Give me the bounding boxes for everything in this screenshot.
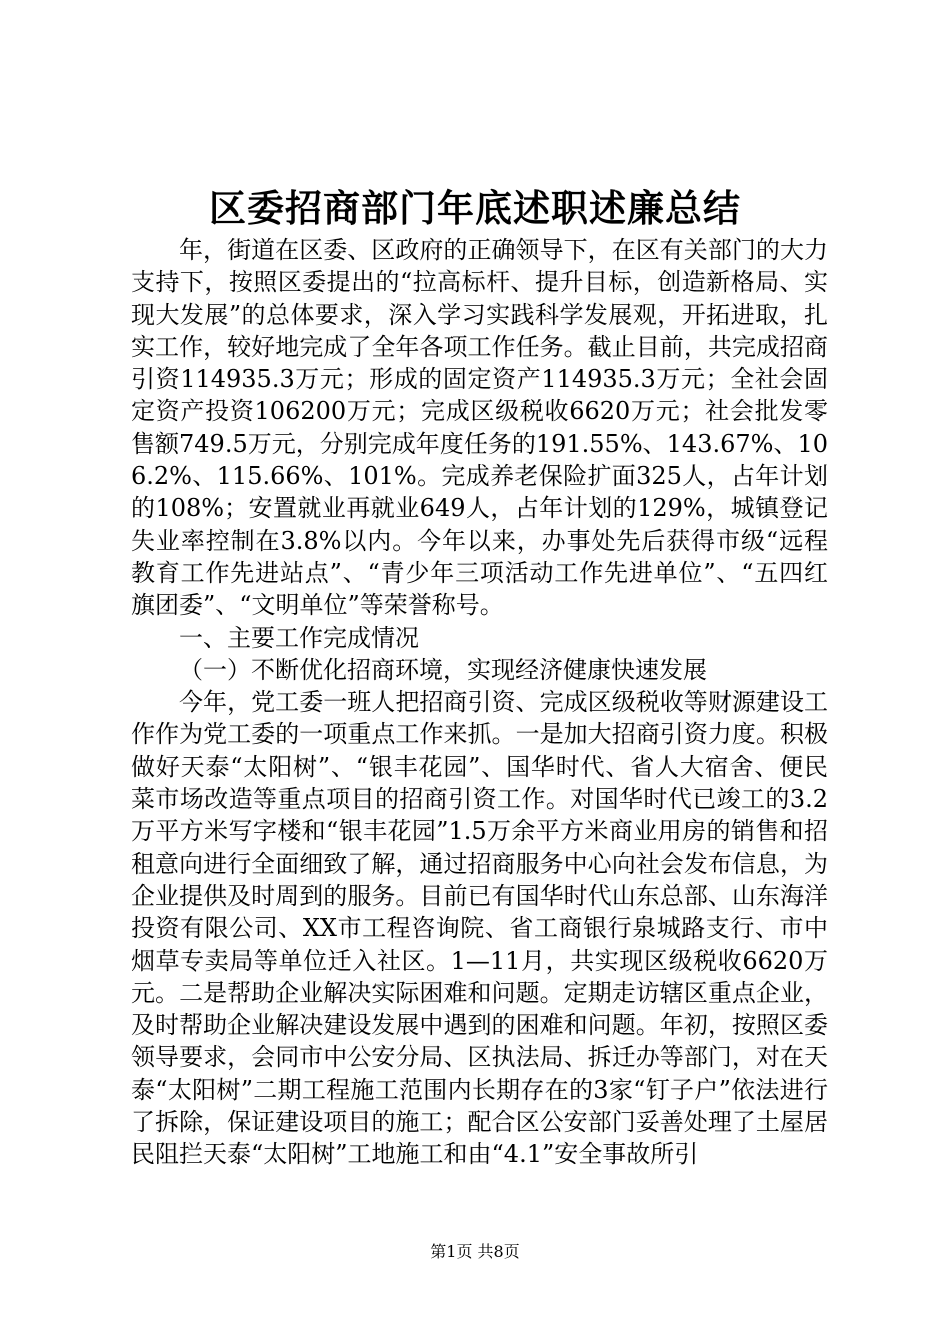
intro-paragraph: 年，街道在区委、区政府的正确领导下，在区有关部门的大力支持下，按照区委提出的“拉高标杆、提升目标，创造新格局、实现大发展”的总体要求，深入学习实践科学发展观，开拓进取，扎实工作，较好地完成了全年各项工作任务。截止目前，共完成招商引资114935.3万元；形成的固定资产114935.3万元；全社会固定资产投资106200万元；完成区级税收6620万元；社会批发零售额749.5万元，分别完成年度任务的191.55%、143.67%、106.2%、115.66%、101%。完成养老保险扩面325人，占年计划的108%；安置就业再就业649人，占年计划的129%，城镇登记失业率控制在3.8%以内。今年以来，办事处先后获得市级“远程教育工作先进站点”、“青少年三项活动工作先进单位”、“五四红旗团委”、“文明单位”等荣誉称号。 — [131, 236, 828, 620]
document-body — [131, 234, 828, 1171]
body-paragraph: 今年，党工委一班人把招商引资、完成区级税收等财源建设工作作为党工委的一项重点工作来抓。一是加大招商引资力度。积极做好天泰“太阳树”、“银丰花园”、国华时代、省人大宿舍、便民菜市场改造等重点项目的招商引资工作。对国华时代已竣工的3.2万平方米写字楼和“银丰花园”1.5万余平方米商业用房的销售和招租意向进行全面细致了解，通过招商服务中心向社会发布信息，为企业提供及时周到的服务。目前已有国华时代山东总部、山东海洋投资有限公司、XX市工程咨询院、省工商银行泉城路支行、市中烟草专卖局等单位迁入社区。1—11月，共实现区级税收6620万元。二是帮助企业解决实际困难和问题。定期走访辖区重点企业，及时帮助企业解决建设发展中遇到的困难和问题。年初，按照区委领导要求，会同市中公安分局、区执法局、拆迁办等部门，对在天泰“太阳树”二期工程施工范围内长期存在的3家“钉子户”依法进行了拆除，保证建设项目的施工；配合区公安部门妥善处理了土屋居民阻拦天泰“太阳树”工地施工和由“4.1”安全事故所引 — [131, 688, 828, 1169]
page-title: 区委招商部门年底述职述廉总结 — [209, 186, 741, 230]
section-heading: 一、主要工作完成情况 — [179, 623, 419, 652]
page-number: 第1页 共8页 — [430, 1242, 520, 1261]
subsection-heading: （一）不断优化招商环境，实现经济健康快速发展 — [179, 655, 707, 684]
